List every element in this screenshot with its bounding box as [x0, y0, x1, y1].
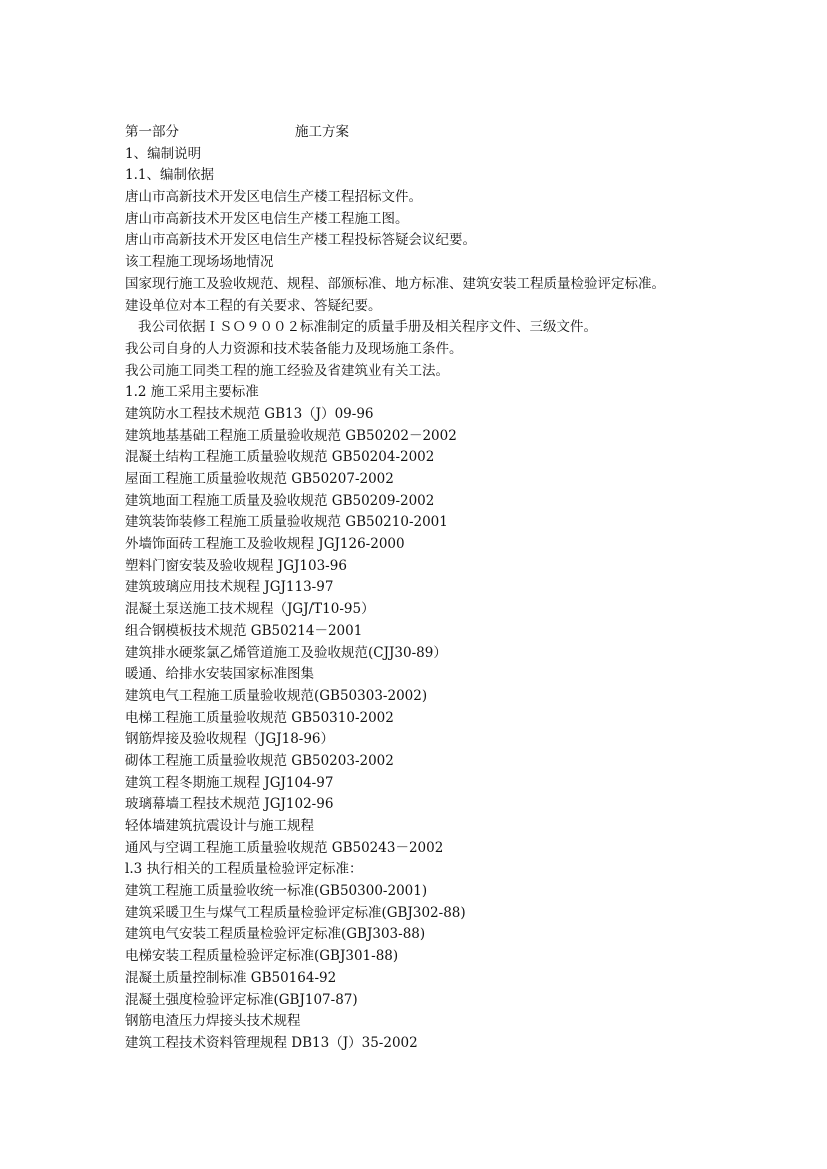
evaluation-standard-item: 建筑采暖卫生与煤气工程质量检验评定标准(GBJ302-88) — [125, 904, 466, 921]
subsection-1-1-heading: 1.1、编制依据 — [125, 167, 214, 184]
standard-item: 建筑玻璃应用技术规程 JGJ113-97 — [125, 579, 334, 596]
standard-item: 混凝土泵送施工技术规程（JGJ/T10-95） — [125, 601, 375, 618]
evaluation-standard-item: 建筑电气安装工程质量检验评定标准(GBJ303-88) — [125, 926, 426, 943]
standard-item: 电梯工程施工质量验收规范 GB50310-2002 — [125, 709, 394, 726]
section-title: 施工方案 — [295, 124, 349, 140]
section-heading — [125, 122, 725, 144]
standard-item: 建筑工程冬期施工规程 JGJ104-97 — [125, 774, 334, 791]
standard-item: 砌体工程施工质量验收规范 GB50203-2002 — [125, 752, 394, 769]
evaluation-standard-item: 建筑工程技术资料管理规程 DB13（J）35-2002 — [125, 1034, 418, 1051]
standard-item: 建筑排水硬浆氯乙烯管道施工及验收规范(CJJ30-89） — [125, 644, 447, 661]
basis-item: 国家现行施工及验收规范、规程、部颁标准、地方标准、建筑安装工程质量检验评定标准。 — [125, 275, 665, 292]
evaluation-standard-item: 建筑工程施工质量验收统一标准(GB50300-2001) — [125, 883, 428, 900]
standard-item: 组合钢模板技术规范 GB50214－2001 — [125, 622, 363, 639]
subsection-1-2-heading: 1.2 施工采用主要标准 — [125, 384, 259, 401]
section-1-heading: 1、编制说明 — [125, 145, 202, 162]
standard-item: 钢筋焊接及验收规程（JGJ18-96） — [125, 731, 335, 748]
evaluation-standard-item: 混凝土质量控制标准 GB50164-92 — [125, 969, 337, 986]
basis-item: 唐山市高新技术开发区电信生产楼工程招标文件。 — [125, 189, 422, 206]
basis-item: 我公司自身的人力资源和技术装备能力及现场施工条件。 — [125, 340, 463, 357]
standard-item: 玻璃幕墙工程技术规范 JGJ102-96 — [125, 796, 334, 813]
standard-item: 建筑装饰装修工程施工质量验收规范 GB50210-2001 — [125, 514, 448, 531]
standard-item: 建筑地面工程施工质量及验收规范 GB50209-2002 — [125, 492, 435, 509]
section-part-label: 第一部分 — [125, 124, 179, 140]
evaluation-standard-item: 钢筋电渣压力焊接头技术规程 — [125, 1013, 301, 1030]
standard-item: 建筑地基基础工程施工质量验收规范 GB50202－2002 — [125, 427, 457, 444]
basis-item: 我公司依据ＩＳＯ９００２标准制定的质量手册及相关程序文件、三级文件。 — [138, 319, 597, 336]
standard-item: 外墙饰面砖工程施工及验收规程 JGJ126-2000 — [125, 536, 405, 553]
standard-item: 建筑电气工程施工质量验收规范(GB50303-2002) — [125, 687, 428, 704]
document-body — [125, 122, 725, 1055]
standard-item: 轻体墙建筑抗震设计与施工规程 — [125, 818, 314, 834]
standard-item: 塑料门窗安装及验收规程 JGJ103-96 — [125, 557, 347, 574]
standard-item: 混凝土结构工程施工质量验收规范 GB50204-2002 — [125, 449, 435, 466]
basis-item: 建设单位对本工程的有关要求、答疑纪要。 — [125, 297, 382, 314]
evaluation-standard-item: 电梯安装工程质量检验评定标准(GBJ301-88) — [125, 948, 399, 965]
basis-item: 唐山市高新技术开发区电信生产楼工程投标答疑会议纪要。 — [125, 232, 476, 249]
evaluation-standard-item: 混凝土强度检验评定标准(GBJ107-87) — [125, 991, 358, 1008]
standard-item: 建筑防水工程技术规范 GB13（J）09-96 — [125, 405, 374, 422]
basis-item: 该工程施工现场场地情况 — [125, 254, 274, 271]
subsection-1-3-heading: l.3 执行相关的工程质量检验评定标准： — [125, 861, 363, 878]
basis-item: 我公司施工同类工程的施工经验及省建筑业有关工法。 — [125, 362, 449, 379]
standard-item: 通风与空调工程施工质量验收规范 GB50243－2002 — [125, 839, 444, 856]
standard-item: 暖通、给排水安装国家标准图集 — [125, 666, 314, 683]
basis-item: 唐山市高新技术开发区电信生产楼工程施工图。 — [125, 210, 409, 227]
standard-item: 屋面工程施工质量验收规范 GB50207-2002 — [125, 471, 394, 487]
